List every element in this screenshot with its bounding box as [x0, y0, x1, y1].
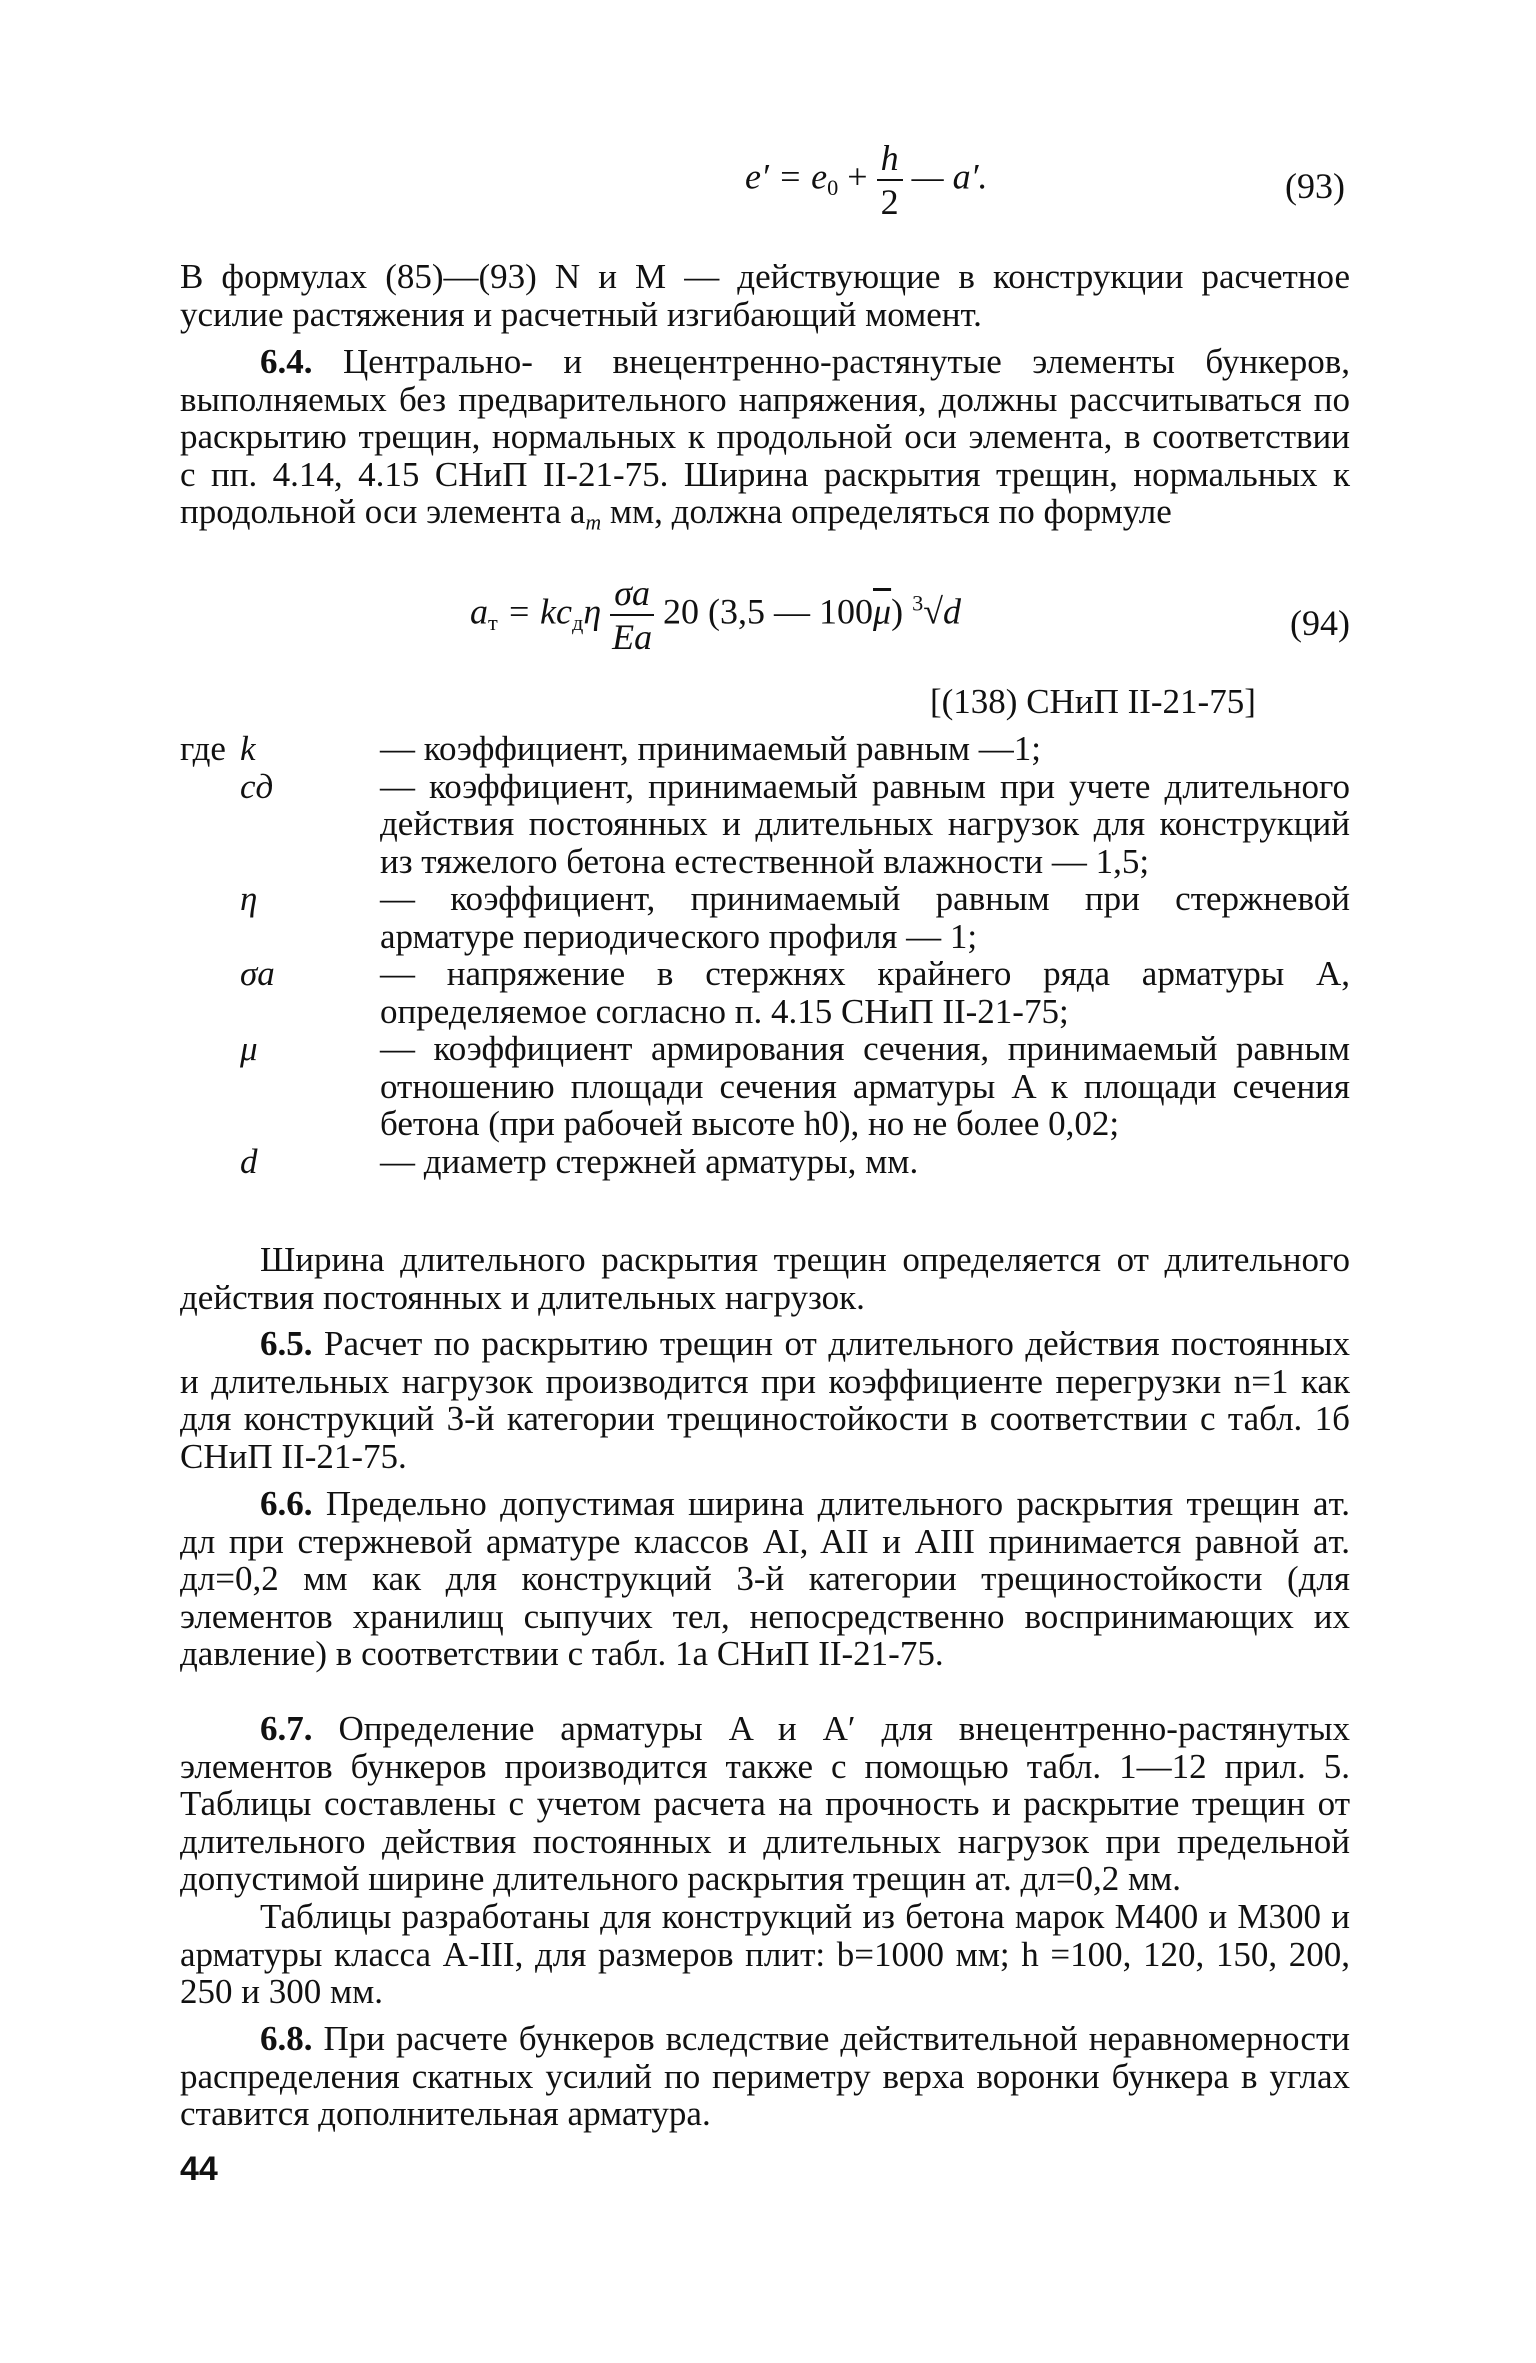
- definition-item: d — диаметр стержней арматуры, мм.: [240, 1141, 919, 1181]
- formula-94-source: [(138) СНиП II-21-75]: [930, 682, 1256, 721]
- definition-item: где k — коэффициент, принимаемый равным —1;: [180, 729, 1041, 768]
- paragraph-tables: Таблицы разработаны для конструкций из бетона марок М400 и М300 и арматуры класса A-III, для размеров плит: b=1000 мм; h =100, 120, 150, 200, 250 и 300 мм.: [180, 1897, 1350, 2011]
- formula-93-number: (93): [1285, 166, 1345, 206]
- formula-94-number: (94): [1290, 603, 1350, 643]
- formula-93: $e' = e_0$ + $\frac{h}{2}$ — a′.: [745, 138, 988, 222]
- paragraph-formulas-note: В формулах (85)—(93) N и M — действующие в конструкции расчетное усилие растяжения и расчетный изгибающий момент.: [180, 257, 1350, 334]
- fraction-sigma-E: $\frac{\sigma a}{Ea}$: [612, 573, 653, 657]
- paragraph-6-7: 6.7. Определение арматуры A и A′ для внецентренно-растянутых элементов бункеров производится также с помощью табл. 1—12 прил. 5. Таблицы составлены с учетом расчета на прочность и раскрытие трещин от длительного действия постоянных и длительных нагрузок при предельной допустимой ширине длительного раскрытия трещин aт. дл=0,2 мм.: [180, 1709, 1350, 1898]
- fraction-h-2: $\frac{h}{2}$: [877, 140, 903, 220]
- paragraph-long-crack-width: Ширина длительного раскрытия трещин определяется от длительного действия постоянных и длительных нагрузок.: [180, 1240, 1350, 1317]
- definition-item: η — коэффициент, принимаемый равным при стержневой арматуре периодического профиля — 1;: [240, 879, 1350, 956]
- page-number: 44: [180, 2150, 218, 2188]
- definitions-list: [180, 730, 1350, 1180]
- paragraph-6-8: 6.8. При расчете бункеров вследствие действительной неравномерности распределения скатных усилий по периметру верха воронки бункера в углах ставится дополнительная арматура.: [180, 2019, 1350, 2133]
- definition-item: μ — коэффициент армирования сечения, принимаемый равным отношению площади сечения арматуры A к площади сечения бетона (при рабочей высоте h0), но не более 0,02;: [240, 1029, 1350, 1143]
- definition-item: σa — напряжение в стержнях крайнего ряда арматуры A, определяемое согласно п. 4.15 СНиП II-21-75;: [240, 954, 1350, 1031]
- definition-item: cд — коэффициент, принимаемый равным при учете длительного действия постоянных и длительных нагрузок для конструкций из тяжелого бетона естественной влажности — 1,5;: [240, 766, 1350, 881]
- paragraph-6-6: 6.6. Предельно допустимая ширина длительного раскрытия трещин aт. дл при стержневой арматуре классов AI, AII и AIII принимается равной aт. дл=0,2 мм как для конструкций 3-й категории трещиностойкости (для элементов хранилищ сыпучих тел, непосредственно воспринимающих их давление) в соответствии с табл. 1а СНиП II-21-75.: [180, 1484, 1350, 1673]
- paragraph-6-4: 6.4. Центрально- и внецентренно-растянутые элементы бункеров, выполняемых без предварительного напряжения, должны рассчитываться по раскрытию трещин, нормальных к продольной оси элемента, в соответствии с пп. 4.14, 4.15 СНиП II-21-75. Ширина раскрытия трещин, нормальных к продольной оси элемента $a_т$ мм, должна определяться по формуле: [180, 342, 1350, 535]
- formula-94: $a_т = kc_д\eta$ $\frac{\sigma a}{Ea}$ 20 (3,5 — $100\overline{\mu}$) $^3$√d: [470, 573, 961, 657]
- paragraph-6-5: 6.5. Расчет по раскрытию трещин от длительного действия постоянных и длительных нагрузок производится при коэффициенте перегрузки n=1 как для конструкций 3-й категории трещиностойкости в соответствии с табл. 1б СНиП II-21-75.: [180, 1324, 1350, 1476]
